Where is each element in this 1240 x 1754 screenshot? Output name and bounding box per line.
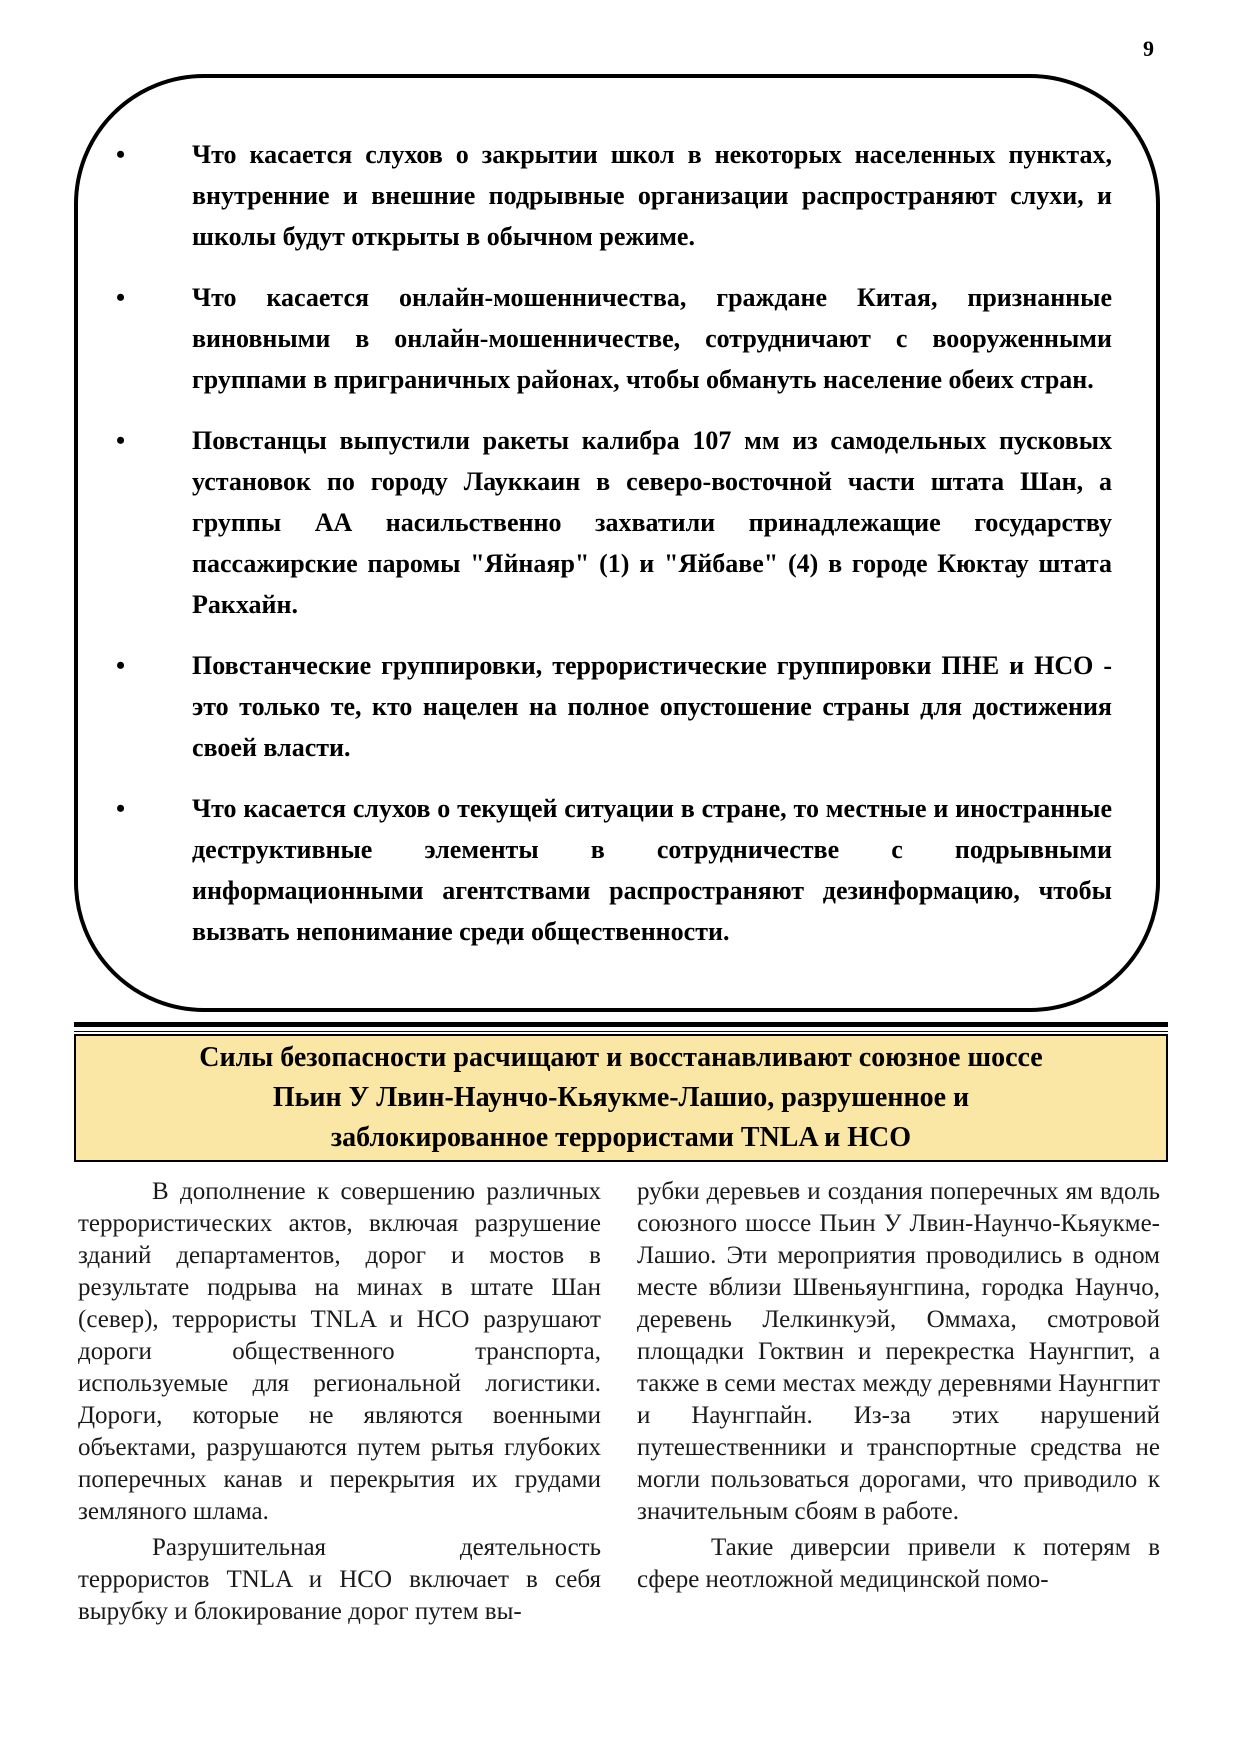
bullet-item-insurgent-groups [116,645,1112,768]
rounded-callout-box [74,74,1160,1012]
bullet-item-school-rumors [116,134,1112,257]
article-paragraph-continued: рубки деревьев и создания поперечных ям вдоль союзного шоссе Пьин У Лвин-Наунчо-Кьяукме-Лашио. Эти мероприятия проводились в одном месте вблизи Швеньяунгпина, городка Наунчо, деревень Лелкинкуэй, Оммаха, смотровой площадки Гоктвин и перекрестка Наунгпит, а также в семи местах между деревнями Наунгпит и Наунгпайн. Из-за этих нарушений путешественники и транспортные средства не могли пользоваться дорогами, что приводило к значительным сбоям в работе. [637,1178,1160,1525]
article-headline-box [74,1034,1168,1162]
bullet-item-rocket-attack [116,420,1112,625]
bullet-text: Повстанческие группировки, террористические группировки ПНЕ и НСО - это только те, кто нацелен на полное опустошение страны для достижения своей власти. [192,651,1112,762]
bullet-text: Что касается слухов о текущей ситуации в стране, то местные и иностранные деструктивные элементы в сотрудничестве с подрывными информационными агентствами распространяют дезинформацию, чтобы вызвать непонимание среди общественности. [192,794,1112,946]
bullet-icon: • [116,794,126,823]
bullet-list [116,134,1112,972]
bullet-icon: • [116,426,126,455]
article-paragraph: Разрушительная деятельность террористов TNLA и НСО включает в себя вырубку и блокирование дорог путем вы- [78,1534,601,1625]
headline-line-2: Пьин У Лвин-Наунчо-Кьяукме-Лашио, разрушенное и [272,1082,970,1113]
bullet-icon: • [116,140,126,169]
bullet-icon: • [116,651,126,680]
article-paragraph: Такие диверсии привели к потерям в сфере неотложной медицинской помо- [637,1534,1160,1593]
bullet-text: Что касается онлайн-мошенничества, граждане Китая, признанные виновными в онлайн-мошенничестве, сотрудничают с вооруженными группами в приграничных районах, чтобы обмануть население обеих стран. [192,283,1112,394]
section-divider-thin [74,1031,1168,1032]
headline-line-1: Силы безопасности расчищают и восстанавливают союзное шоссе [199,1042,1043,1073]
page-number: 9 [1143,36,1154,61]
bullet-text: Что касается слухов о закрытии школ в некоторых населенных пунктах, внутренние и внешние подрывные организации распространяют слухи, и школы будут открыты в обычном режиме. [192,140,1112,251]
article-column-right [637,1176,1160,1632]
bullet-item-online-fraud [116,277,1112,400]
bullet-item-disinformation [116,788,1112,952]
article-paragraph: В дополнение к совершению различных террористических актов, включая разрушение зданий департаментов, дорог и мостов в результате подрыва на минах в штате Шан (север), террористы TNLA и НСО разрушают дороги общественного транспорта, используемые для региональной логистики. Дороги, которые не являются военными объектами, разрушаются путем рытья глубоких поперечных канав и перекрытия их грудами земляного шлама. [78,1178,601,1525]
section-divider-thick [74,1022,1168,1027]
headline-line-3: заблокированное террористами TNLA и НСО [330,1122,912,1153]
bullet-text: Повстанцы выпустили ракеты калибра 107 мм из самодельных пусковых установок по городу Лауккаин в северо-восточной части штата Шан, а группы АА насильственно захватили принадлежащие государству пассажирские паромы "Яйнаяр" (1) и "Яйбаве" (4) в городе Кюктау штата Ракхайн. [192,426,1112,619]
article-headline [199,1038,1042,1158]
bullet-icon: • [116,283,126,312]
article-column-left [78,1176,601,1632]
article-body [78,1176,1160,1632]
